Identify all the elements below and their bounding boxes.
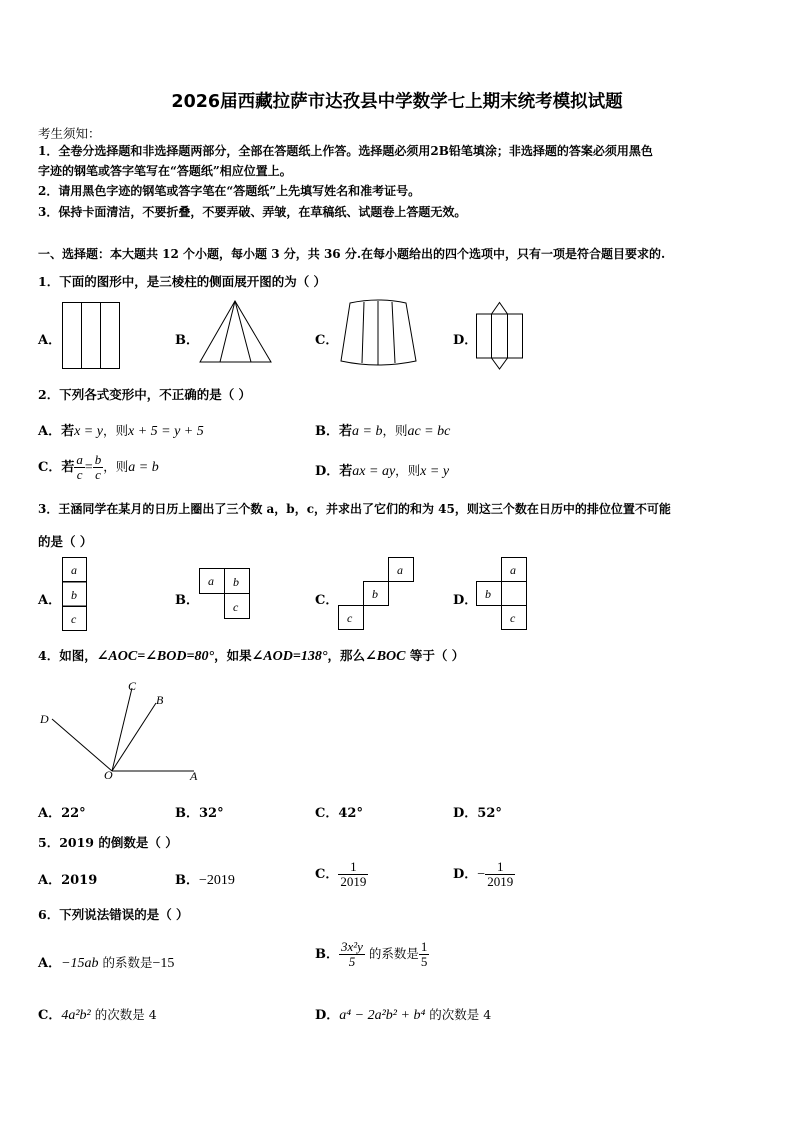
q6-b-expr-fraction: $\frac{\text{3x²y}}{5}$ (341, 939, 363, 969)
q4-stem-boc: ∠BOC (364, 649, 406, 664)
q3-b-cell-a: a (208, 574, 214, 588)
q4-angle-diagram (36, 676, 206, 786)
q2-d-cond: ax = ay (352, 464, 396, 479)
q6-d-label: D． (315, 1008, 340, 1023)
q4-point-a: A (190, 769, 198, 783)
q4-stem-aod: ∠AOD=138° (251, 649, 328, 664)
page-title: 2026届西藏拉萨市达孜县中学数学七上期末统考模拟试题 (171, 92, 623, 112)
q2-b-then: ，则 (382, 423, 408, 438)
q5-d-sign: − (477, 867, 486, 882)
q4-stem-prefix: 4．如图， (38, 648, 97, 663)
q1-figure-d (476, 302, 524, 370)
q6-stem: 6．下列说法错误的是（ ） (38, 907, 189, 922)
q4-point-c: C (128, 679, 137, 693)
q1-stem: 1．下面的图形中，是三棱柱的侧面展开图的为（ ） (38, 274, 327, 289)
q3-c-cell-b: b (372, 587, 378, 601)
q3-c-cell-a: a (397, 563, 403, 577)
q1-figure-c (340, 301, 418, 367)
q3-option-b-label: B． (175, 593, 199, 608)
q2-d-result: x = y (420, 464, 450, 479)
q2-option-b (315, 420, 450, 440)
notice-item-3: 3．保持卡面清洁，不要折叠，不要弄破、弄皱，在草稿纸、试题卷上答题无效。 (38, 205, 467, 219)
q6-c-expr: 4a²b² (61, 1008, 91, 1023)
q3-grid-d (476, 557, 530, 633)
q5-d-label: D． (453, 867, 478, 882)
notice-item-1-cont: 字迹的钢笔或答字笔写在“答题纸”相应位置上。 (38, 164, 292, 178)
q6-a-value: −15 (152, 956, 175, 971)
q6-d-expr: a⁴ − 2a²b² + b⁴ (339, 1008, 426, 1023)
q2-a-then: ，则 (102, 423, 128, 438)
q4-stem (38, 646, 464, 665)
q2-c-frac-2: $\frac{b}{c}$ (94, 452, 102, 482)
q6-option-d (315, 1004, 491, 1024)
q3-option-c-label: C． (315, 593, 339, 608)
q5-c-fraction: $\frac{1}{2019}$ (340, 859, 367, 889)
q4-point-o: O (104, 768, 113, 782)
q5-option-a: A．2019 (38, 873, 98, 888)
q4-stem-then: ，那么 (327, 648, 365, 663)
q5-option-d (453, 860, 515, 889)
q4-option-c: C．42° (315, 806, 363, 821)
notice-item-2: 2．请用黑色字迹的钢笔或答字笔在“答题纸”上先填写姓名和准考证号。 (38, 184, 421, 198)
q4-stem-angles: ∠AOC=∠BOD=80° (96, 649, 215, 664)
q6-option-b (315, 940, 429, 969)
q4-option-a: A．22° (38, 806, 86, 821)
q5-option-b (175, 869, 235, 889)
notice-item-1: 1．全卷分选择题和非选择题两部分，全部在答题纸上作答。选择题必须用2B铅笔填涂；非选择题的答案必须用黑色 (38, 144, 653, 158)
q3-option-d-label: D． (453, 593, 478, 608)
q5-b-value: −2019 (199, 873, 235, 888)
q5-d-fraction: $\frac{1}{2019}$ (487, 859, 514, 889)
q4-point-b: B (156, 693, 164, 707)
q3-b-cell-b: b (233, 575, 239, 589)
q2-c-equals: = (84, 460, 93, 475)
q3-a-cell-a: a (71, 563, 77, 577)
q3-grid-b (199, 568, 253, 622)
q2-b-result: ac = bc (407, 424, 451, 439)
q6-option-c (38, 1004, 157, 1024)
q3-b-cell-c: c (233, 600, 239, 614)
q3-d-cell-a: a (510, 563, 516, 577)
q3-d-cell-c: c (510, 611, 516, 625)
q3-c-cell-c: c (347, 611, 353, 625)
q6-option-a (38, 952, 174, 972)
q2-option-a (38, 420, 204, 440)
q6-c-label: C． (38, 1008, 62, 1023)
q2-c-frac-1: $\frac{a}{c}$ (76, 452, 83, 482)
q2-a-cond: x = y (74, 424, 103, 439)
q5-stem: 5．2019 的倒数是（ ） (38, 835, 178, 850)
q6-a-expr: −15ab (61, 956, 99, 971)
q1-figure-b (198, 300, 274, 366)
q6-c-text: 的次数是 4 (90, 1007, 157, 1022)
q2-d-label: D．若 (315, 464, 353, 479)
q2-b-label: B．若 (315, 424, 352, 439)
q5-b-label: B． (175, 873, 199, 888)
q6-a-label: A． (38, 956, 62, 971)
q4-option-d: D．52° (453, 806, 502, 821)
section-heading: 一、选择题：本大题共 12 个小题，每小题 3 分，共 36 分.在每小题给出的四个选项中，只有一项是符合题目要求的. (38, 247, 666, 261)
q6-b-value-fraction: $\frac{1}{5}$ (420, 939, 428, 969)
q4-point-d: D (40, 712, 49, 726)
q2-c-result: a = b (128, 460, 159, 475)
q5-option-c (315, 860, 368, 889)
q6-d-text: 的次数是 4 (425, 1007, 492, 1022)
q2-c-label: C．若 (38, 460, 75, 475)
q6-a-text: 的系数是 (98, 955, 153, 970)
q4-stem-suffix: 等于（ ） (405, 648, 465, 663)
q2-option-d (315, 460, 449, 480)
q2-d-then: ，则 (395, 463, 421, 478)
q4-stem-if: ，如果 (214, 648, 252, 663)
q3-option-a-label: A． (38, 593, 62, 608)
q5-c-label: C． (315, 867, 339, 882)
q2-a-result: x + 5 = y + 5 (127, 424, 204, 439)
q1-option-d-label: D． (453, 333, 478, 348)
q3-a-cell-b: b (71, 588, 77, 602)
q3-stem-line-1: 3．王涵同学在某月的日历上圈出了三个数 a，b，c，并求出了它们的和为 45，则这三个数在日历中的排位位置不可能 (38, 502, 671, 516)
q2-option-c (38, 453, 159, 482)
q4-option-b: B．32° (175, 806, 224, 821)
q3-d-cell-b: b (485, 587, 491, 601)
q3-stem-line-2: 的是（ ） (38, 534, 93, 549)
q1-option-a-label: A． (38, 333, 62, 348)
q6-b-label: B． (315, 947, 339, 962)
q2-b-cond: a = b (352, 424, 383, 439)
q1-figure-a (62, 302, 122, 370)
q6-b-text: 的系数是 (364, 946, 419, 961)
q3-grid-c (338, 557, 416, 633)
notice-heading: 考生须知： (38, 126, 101, 141)
q2-a-label: A．若 (38, 424, 75, 439)
q2-c-then: ，则 (103, 459, 129, 474)
q1-option-c-label: C． (315, 333, 339, 348)
q2-stem: 2．下列各式变形中，不正确的是（ ） (38, 387, 252, 402)
q3-grid-a (62, 557, 88, 633)
q3-a-cell-c: c (71, 612, 77, 626)
q1-option-b-label: B． (175, 333, 199, 348)
